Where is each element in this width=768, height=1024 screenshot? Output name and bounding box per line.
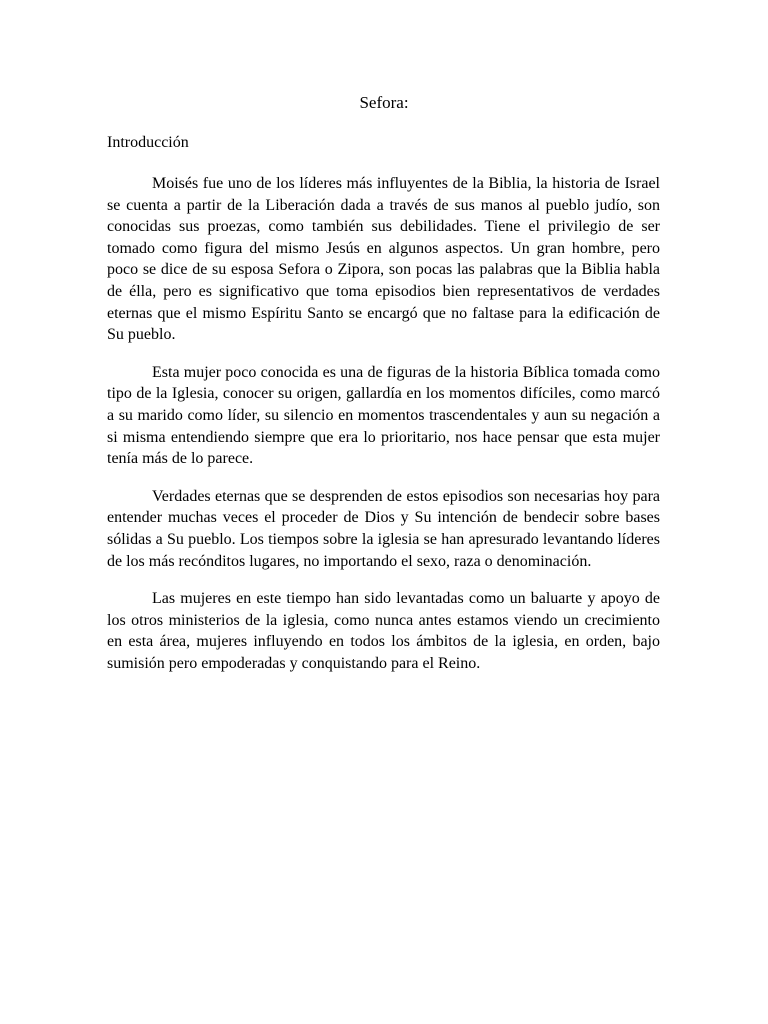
- paragraph-2: Esta mujer poco conocida es una de figuras de la historia Bíblica tomada como tipo de la Iglesia, conocer su origen, gallardía en los momentos difíciles, como marcó a su marido como líder, su silencio en momentos trascendentales y aun su negación a si misma entendiendo siempre que era lo prioritario, nos hace pensar que esta mujer tenía más de lo parece.: [107, 363, 660, 468]
- paragraph-1: Moisés fue uno de los líderes más influyentes de la Biblia, la historia de Israel se cuenta a partir de la Liberación dada a través de sus manos al pueblo judío, son conocidas sus proezas, como también sus debilidades. Tiene el privilegio de ser tomado como figura del mismo Jesús en algunos aspectos. Un gran hombre, pero poco se dice de su esposa Sefora o Zipora, son pocas las palabras que la Biblia habla de élla, pero es significativo que toma episodios bien representativos de verdades eternas que el mismo Espíritu Santo se encargó que no faltase para la edificación de Su pueblo.: [107, 175, 660, 344]
- document-title: Sefora:: [359, 93, 409, 112]
- paragraph-3: Verdades eternas que se desprenden de estos episodios son necesarias hoy para entender muchas veces el proceder de Dios y Su intención de bendecir sobre bases sólidas a Su pueblo. Los tiempos sobre la iglesia se han apresurado levantando líderes de los más recónditos lugares, no importando el sexo, raza o denominación.: [107, 487, 660, 570]
- document-body: [107, 173, 660, 690]
- section-heading: Introducción: [107, 134, 189, 151]
- paragraph-4: Las mujeres en este tiempo han sido levantadas como un baluarte y apoyo de los otros ministerios de la iglesia, como nunca antes estamos viendo un crecimiento en esta área, mujeres influyendo en todos los ámbitos de la iglesia, en orden, bajo sumisión pero empoderadas y conquistando para el Reino.: [107, 590, 660, 672]
